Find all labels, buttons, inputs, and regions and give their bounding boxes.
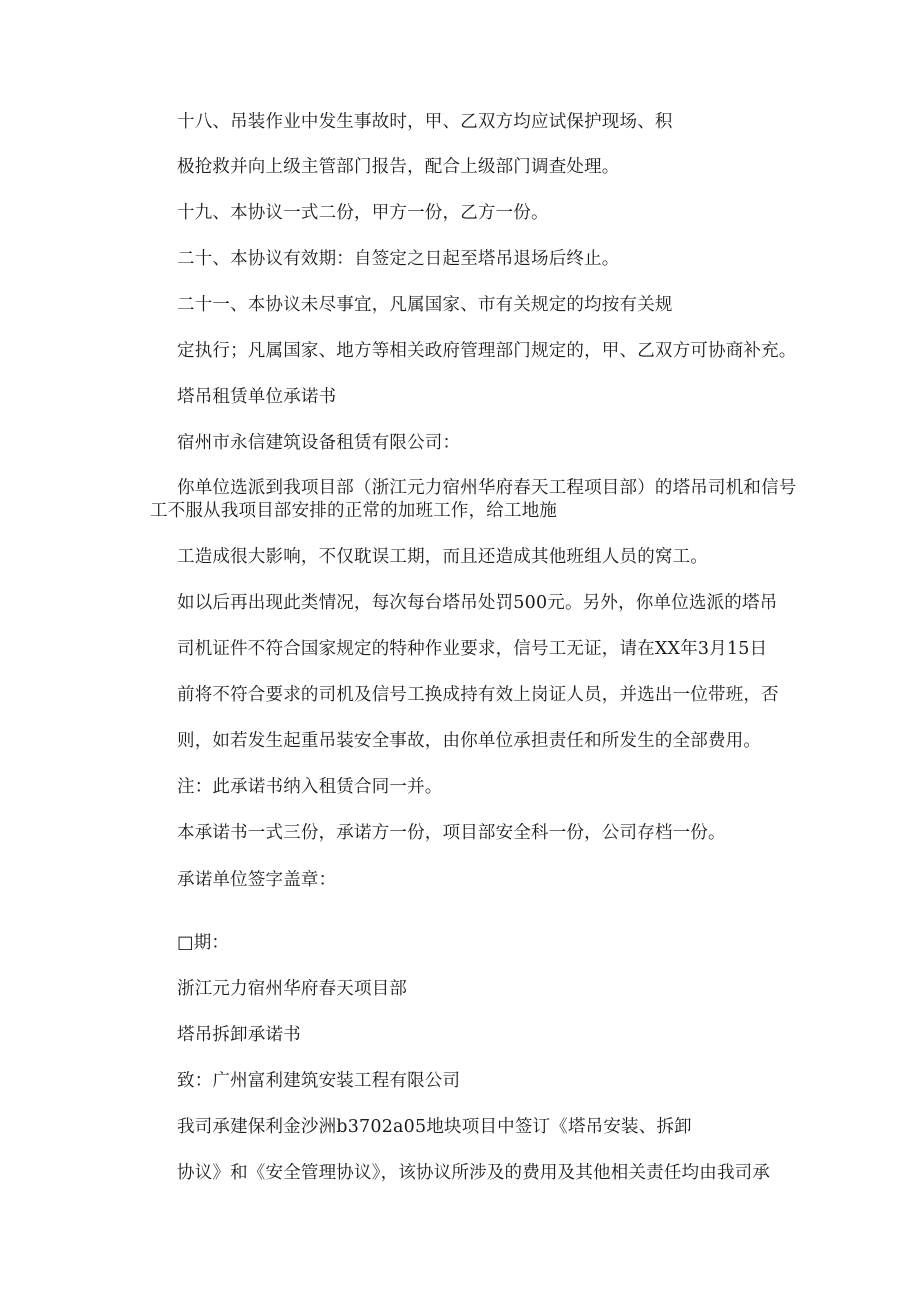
paragraph-line: 十八、吊装作业中发生事故时，甲、乙双方均应试保护现场、积 [177,112,673,132]
date-label: □期： [177,933,230,953]
paragraph-line: 十九、本协议一式二份，甲方一份，乙方一份。 [177,203,549,223]
paragraph-line: 二十、本协议有效期：自签定之日起至塔吊退场后终止。 [177,249,620,269]
paragraph-line: 如以后再出现此类情况，每次每台塔吊处罚500元。另外，你单位选派的塔吊 [177,593,778,613]
paragraph-line: 前将不符合要求的司机及信号工换成持有效上岗证人员，并选出一位带班，否 [177,685,779,705]
paragraph-line: 司机证件不符合国家规定的特种作业要求，信号工无证，请在XX年3月15日 [177,639,768,659]
paragraph-line: 则，如若发生起重吊装安全事故，由你单位承担责任和所发生的全部费用。 [177,731,762,751]
section-title: 塔吊租赁单位承诺书 [177,387,337,407]
paragraph-line: 我司承建保利金沙洲b3702a05地块项目中签订《塔吊安装、拆卸 [177,1117,692,1137]
paragraph-line: 极抢救并向上级主管部门报告，配合上级部门调查处理。 [177,157,620,177]
signature-label: 承诺单位签字盖章： [177,870,337,890]
section-title: 塔吊拆卸承诺书 [177,1025,301,1045]
note-line: 注：此承诺书纳入租赁合同一并。 [177,777,443,797]
paragraph-line: 你单位选派到我项目部（浙江元力宿州华府春天工程项目部）的塔吊司机和信号 [177,478,797,498]
paragraph-line: 工造成很大影响，不仅耽误工期，而且还造成其他班组人员的窝工。 [177,547,708,567]
signer-name: 浙江元力宿州华府春天项目部 [177,979,408,999]
paragraph-line: 二十一、本协议未尽事宜，凡属国家、市有关规定的均按有关规 [177,295,673,315]
paragraph-line: 定执行；凡属国家、地方等相关政府管理部门规定的，甲、乙双方可协商补充。 [177,341,797,361]
paragraph-line: 协议》和《安全管理协议》，该协议所涉及的费用及其他相关责任均由我司承 [177,1163,771,1183]
addressee: 宿州市永信建筑设备租赁有限公司： [177,433,461,453]
paragraph-line: 本承诺书一式三份，承诺方一份，项目部安全科一份，公司存档一份。 [177,823,726,843]
addressee: 致：广州富利建筑安装工程有限公司 [177,1071,461,1091]
paragraph-line: 工不服从我项目部安排的正常的加班工作，给工地施 [150,501,558,521]
